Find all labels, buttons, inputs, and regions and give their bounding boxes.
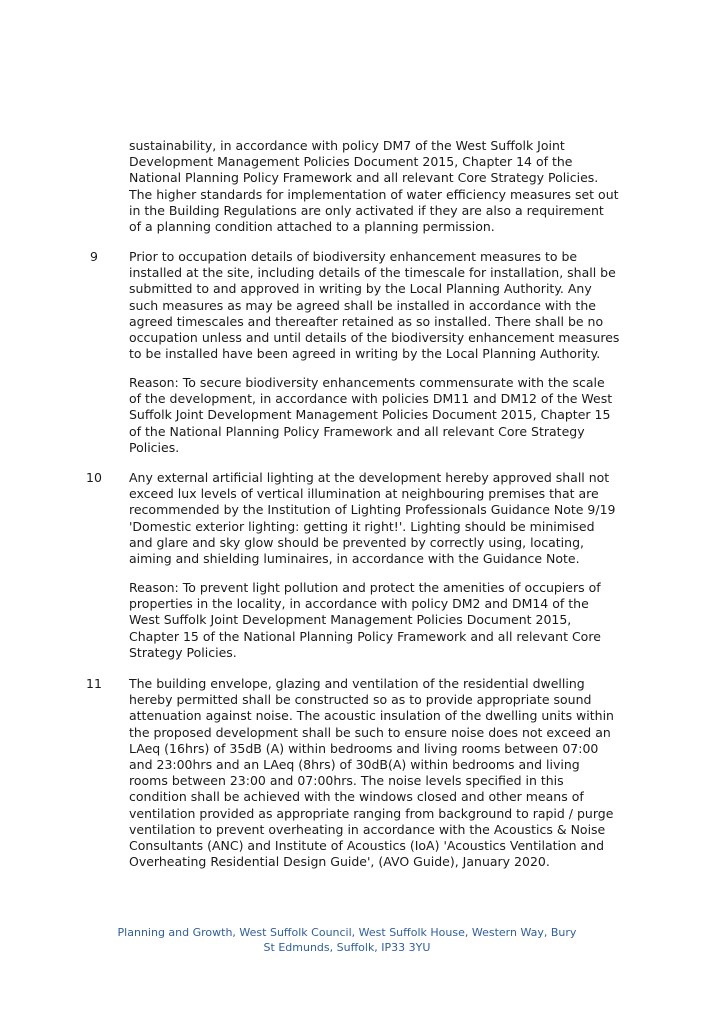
condition-number-11: 11 — [86, 676, 102, 691]
continuation-paragraph: sustainability, in accordance with policy DM7 of the West Suffolk Joint Development Management Policies Document 2015, Chapter 14 of the National Planning Policy Framework and all relevant Core Strategy Policies. The higher standards for implementation of water efficiency measures set out in the Building Regulations are only activated if they are also a requirement of a planning condition attached to a planning permission. — [129, 138, 619, 235]
condition-number-10: 10 — [86, 470, 102, 485]
condition-10-reason: Reason: To prevent light pollution and protect the amenities of occupiers of properties in the locality, in accordance with policy DM2 and DM14 of the West Suffolk Joint Development Management Policies Document 2015, Chapter 15 of the National Planning Policy Framework and all relevant Core Strategy Policies. — [129, 580, 601, 660]
condition-number-9: 9 — [90, 249, 98, 264]
page-footer-address: Planning and Growth, West Suffolk Council, West Suffolk House, Western Way, Bury St Edmunds, Suffolk, IP33 3YU — [117, 926, 577, 954]
condition-10-text: Any external artificial lighting at the development hereby approved shall not exceed lux levels of vertical illumination at neighbouring premises that are recommended by the Institution of Lighting Professionals Guidance Note 9/19 'Domestic exterior lighting: getting it right!'. Lighting should be minimised and glare and sky glow should be prevented by correctly using, locating, aiming and shielding luminaires, in accordance with the Guidance Note. — [129, 470, 616, 567]
condition-11-text: The building envelope, glazing and ventilation of the residential dwelling hereby permitted shall be constructed so as to provide appropriate sound attenuation against noise. The acoustic insulation of the dwelling units within the proposed development shall be such to ensure noise does not exceed an LAeq (16hrs) of 35dB (A) within bedrooms and living rooms between 07:00 and 23:00hrs and an LAeq (8hrs) of 30dB(A) within bedrooms and living rooms between 23:00 and 07:00hrs. The noise levels specified in this condition shall be achieved with the windows closed and other means of ventilation provided as appropriate ranging from background to rapid / purge ventilation to prevent overheating in accordance with the Acoustics & Noise Consultants (ANC) and Institute of Acoustics (IoA) 'Acoustics Ventilation and Overheating Residential Design Guide', (AVO Guide), January 2020. — [129, 676, 614, 870]
condition-9-text: Prior to occupation details of biodiversity enhancement measures to be installed at the site, including details of the timescale for installation, shall be submitted to and approved in writing by the Local Planning Authority. Any such measures as may be agreed shall be installed in accordance with the agreed timescales and thereafter retained as so installed. There shall be no occupation unless and until details of the biodiversity enhancement measures to be installed have been agreed in writing by the Local Planning Authority. — [129, 249, 620, 362]
condition-9-reason: Reason: To secure biodiversity enhancements commensurate with the scale of the development, in accordance with policies DM11 and DM12 of the West Suffolk Joint Development Management Policies Document 2015, Chapter 15 of the National Planning Policy Framework and all relevant Core Strategy Policies. — [129, 375, 613, 455]
